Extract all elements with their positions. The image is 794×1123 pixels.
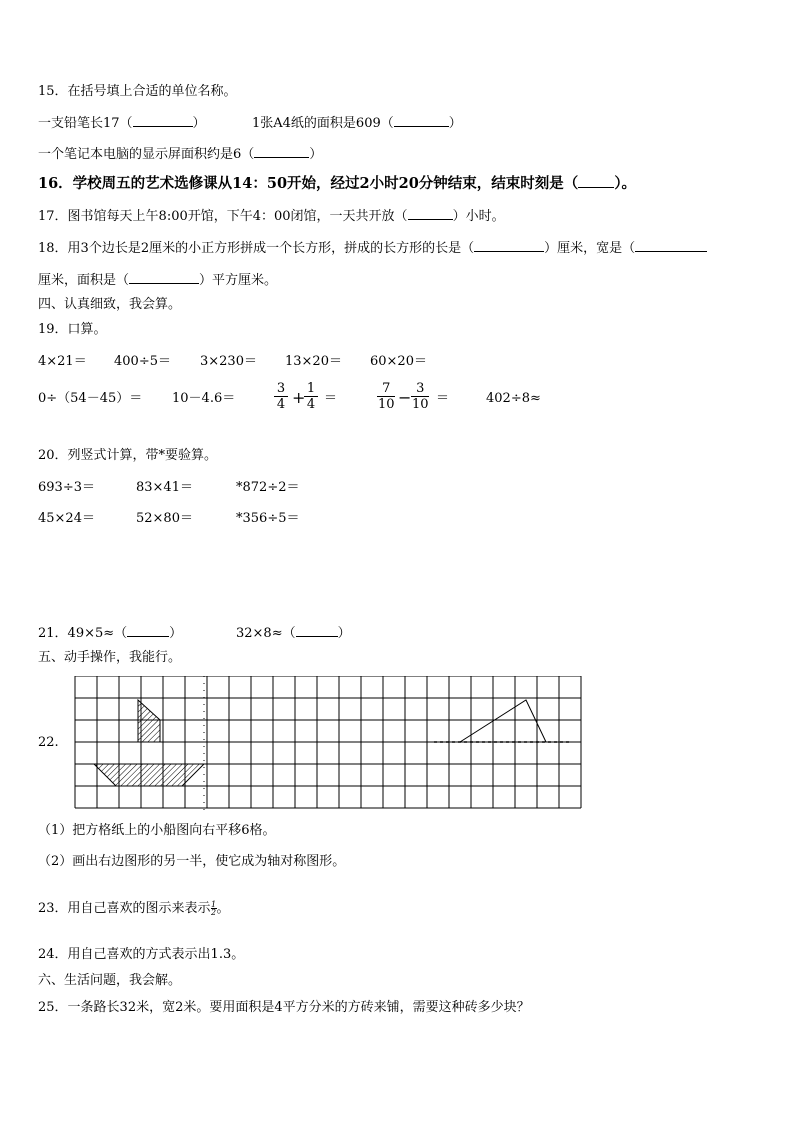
q19-r2-c5: 402÷8≈	[486, 391, 541, 406]
q20-title: 20．列竖式计算，带*要验算。	[38, 448, 218, 463]
q18-line2: 厘米，面积是（ ）平方厘米。	[38, 273, 278, 288]
q15-blank-b[interactable]	[394, 114, 449, 127]
q19-title: 19．口算。	[38, 322, 107, 337]
q15-title: 15．在括号填上合适的单位名称。	[38, 84, 237, 99]
q23-question: 23．用自己喜欢的图示来表示 $\frac{1}{2}$ 。	[38, 900, 230, 917]
q23-fraction: $\frac{1}{2}$	[211, 900, 217, 917]
q18-blank-area[interactable]	[129, 271, 199, 284]
q19-r1-c3: 3×230＝	[200, 354, 257, 369]
q19-frac-2b: 3 10	[412, 381, 429, 412]
q21-item-a: 21．49×5≈（ ）	[38, 626, 183, 641]
q20-r1-c1: 693÷3＝	[38, 480, 95, 495]
q15-item-c: 一个笔记本电脑的显示屏面积约是6（ ）	[38, 147, 323, 162]
boat-sail	[138, 700, 160, 742]
half-triangle	[460, 700, 546, 742]
q18-line1: 18．用3个边长是2厘米的小正方形拼成一个长方形，拼成的长方形的长是（ ）厘米，宽是（	[38, 239, 707, 258]
q20-r1-c3: *872÷2＝	[236, 480, 300, 495]
q15-blank-c[interactable]	[254, 145, 309, 158]
q17-question: 17．图书馆每天上午8:00开馆，下午4：00闭馆，一天共开放（ ）小时。	[38, 209, 505, 224]
q19-r1-c1: 4×21＝	[38, 354, 87, 369]
q16-blank[interactable]	[578, 175, 614, 188]
q19-frac-op-2: −	[398, 388, 412, 407]
q15-item-b: 1张A4纸的面积是609（ ）	[252, 116, 462, 131]
q22-sub2: （2）画出右边图形的另一半，使它成为轴对称图形。	[38, 854, 346, 869]
section-4-heading: 四、认真细致，我会算。	[38, 297, 182, 312]
q21-item-b: 32×8≈（ ）	[236, 626, 351, 641]
q21-blank-b[interactable]	[296, 624, 338, 637]
q19-frac-eq-2: ＝	[436, 391, 450, 406]
section-6-heading: 六、生活问题，我会解。	[38, 973, 182, 988]
q19-r1-c4: 13×20＝	[285, 354, 342, 369]
q19-r2-c2: 10－4.6＝	[172, 391, 236, 406]
q16-question: 16．学校周五的艺术选修课从14：50开始，经过2小时20分钟结束，结束时刻是（ ）。	[38, 175, 637, 192]
q20-r2-c1: 45×24＝	[38, 511, 95, 526]
q19-frac-1a: 3 4	[274, 381, 288, 412]
q22-label: 22.	[38, 735, 59, 750]
q21-blank-a[interactable]	[127, 624, 169, 637]
q15-blank-a[interactable]	[133, 114, 193, 127]
q19-r1-c2: 400÷5＝	[114, 354, 171, 369]
q22-sub1: （1）把方格纸上的小船图向右平移6格。	[38, 823, 276, 838]
q25-question: 25．一条路长32米，宽2米。要用面积是4平方分米的方砖来铺，需要这种砖多少块？	[38, 1000, 530, 1015]
q19-frac-2a: 7 10	[378, 381, 395, 412]
q19-frac-op-1: +	[292, 388, 306, 407]
grid-paper[interactable]	[72, 676, 594, 810]
q20-r2-c3: *356÷5＝	[236, 511, 300, 526]
q19-r1-c5: 60×20＝	[370, 354, 427, 369]
q24-question: 24．用自己喜欢的方式表示出1.3。	[38, 947, 245, 962]
q15-item-a: 一支铅笔长17（ ）	[38, 116, 206, 131]
q19-frac-1b: 1 4	[304, 381, 318, 412]
q20-r1-c2: 83×41＝	[136, 480, 193, 495]
boat-hull	[94, 764, 204, 786]
q17-blank[interactable]	[408, 207, 453, 220]
q19-r2-c1: 0÷（54－45）＝	[38, 391, 143, 406]
section-5-heading: 五、动手操作，我能行。	[38, 650, 182, 665]
q20-r2-c2: 52×80＝	[136, 511, 193, 526]
q19-frac-eq-1: ＝	[324, 391, 338, 406]
q18-blank-length[interactable]	[474, 239, 544, 252]
q18-blank-width[interactable]	[635, 239, 707, 252]
